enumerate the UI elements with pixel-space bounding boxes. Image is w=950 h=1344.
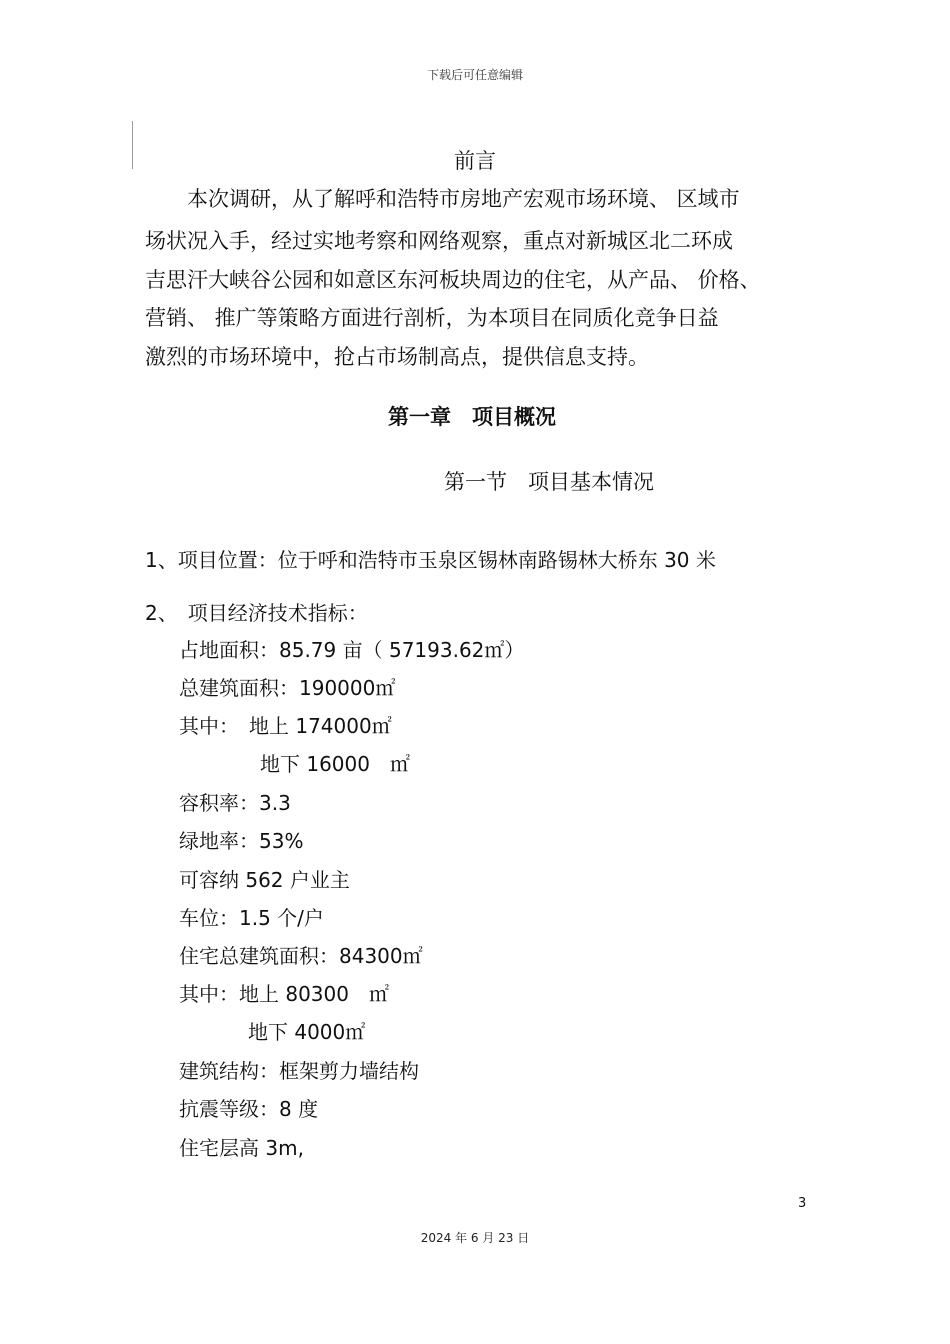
- preface-line-1: 本次调研，从了解呼和浩特市房地产宏观市场环境、 区域市: [145, 187, 740, 211]
- chapter-title: 第一章 项目概况: [388, 405, 556, 429]
- building-structure: 建筑结构：框架剪力墙结构: [179, 1059, 419, 1083]
- preface-line-2: 场状况入手，经过实地考察和网络观察，重点对新城区北二环成: [145, 229, 733, 253]
- land-area: 占地面积：85.79 亩（ 57193.62㎡）: [179, 638, 525, 662]
- preface-line-3: 吉思汗大峡谷公园和如意区东河板块周边的住宅，从产品、 价格、: [145, 268, 761, 292]
- header-note: 下载后可任意编辑: [426, 68, 523, 82]
- section-title: 第一节 项目基本情况: [444, 470, 654, 494]
- preface-title: 前言: [454, 149, 496, 173]
- project-location: 1、项目位置：位于呼和浩特市玉泉区锡林南路锡林大桥东 30 米: [145, 548, 716, 572]
- parking: 车位：1.5 个/户: [179, 906, 324, 930]
- floor-height: 住宅层高 3m,: [179, 1136, 304, 1160]
- preface-line-5: 激烈的市场环境中，抢占市场制高点，提供信息支持。: [145, 345, 649, 369]
- footer-date: 2024 年 6 月 23 日: [420, 1231, 530, 1245]
- seismic-grade: 抗震等级：8 度: [179, 1097, 319, 1121]
- page-number: 3: [798, 1196, 807, 1211]
- above-ground-area: 其中： 地上 174000㎡: [179, 714, 392, 738]
- plot-ratio: 容积率：3.3: [179, 791, 291, 815]
- households: 可容纳 562 户业主: [179, 868, 350, 892]
- residential-floor-area: 住宅总建筑面积：84300㎡: [179, 944, 423, 968]
- total-floor-area: 总建筑面积：190000㎡: [179, 676, 396, 700]
- below-ground-area: 地下 16000 ㎡: [260, 752, 410, 776]
- residential-above-ground: 其中：地上 80300 ㎡: [179, 982, 389, 1006]
- green-ratio: 绿地率：53%: [179, 829, 304, 853]
- indicators-heading: 2、 项目经济技术指标：: [145, 601, 368, 625]
- residential-below-ground: 地下 4000㎡: [248, 1020, 366, 1044]
- preface-line-4: 营销、 推广等策略方面进行剖析，为本项目在同质化竞争日益: [145, 306, 719, 330]
